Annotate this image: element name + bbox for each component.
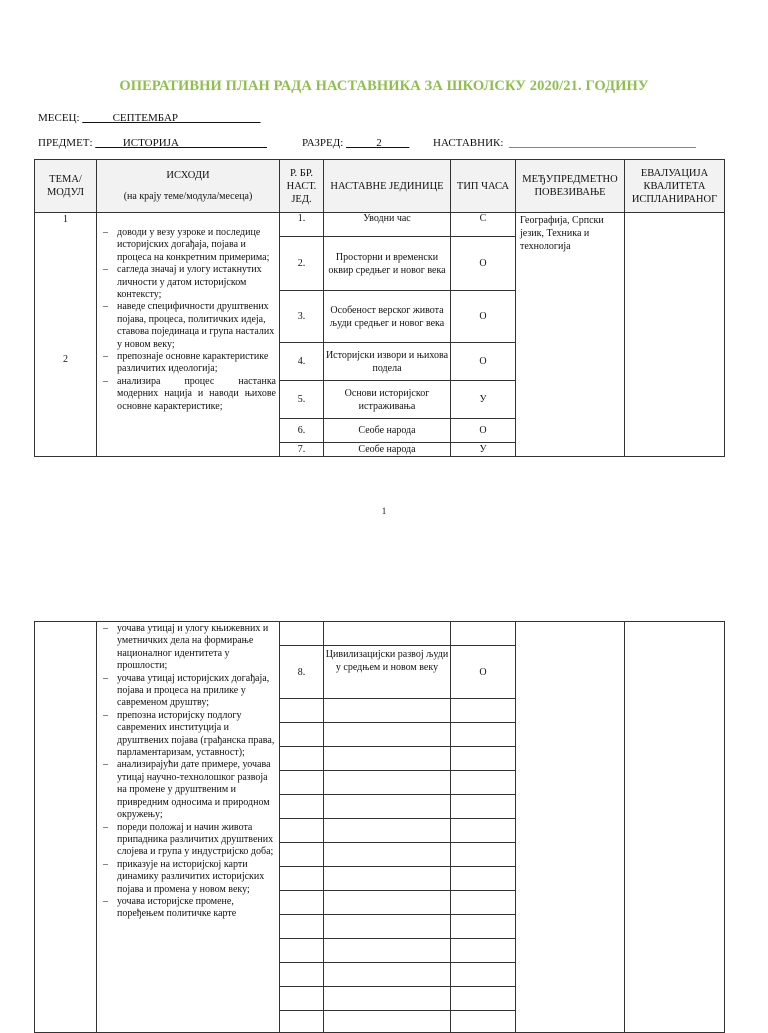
header-class-type: ТИП ЧАСА <box>451 160 516 213</box>
subject-value: _____ИСТОРИЈА________________ <box>95 137 267 149</box>
lesson-no: 3. <box>280 291 324 343</box>
lesson-no <box>280 915 324 939</box>
grade-line <box>302 137 409 149</box>
outcome-item: – препозна историјску подлогу савремених институција и друштвених појава (грађанска права, парламентаризам, уставност); <box>103 710 276 760</box>
lesson-title: Сеобе народа <box>324 443 451 457</box>
lesson-title <box>324 795 451 819</box>
lesson-no <box>280 819 324 843</box>
lesson-title: Сеобе народа <box>324 419 451 443</box>
lesson-no <box>280 747 324 771</box>
lesson-title <box>324 622 451 646</box>
outcome-item: – уочава утицај историјских догађаја, појава и процеса на прилике у савременом друштву; <box>103 673 276 710</box>
lesson-type <box>451 939 516 963</box>
outcome-item: – уочава утицај и улогу књижевних и уметничких дела на формирање националног идентитета у прошлости; <box>103 623 276 673</box>
lesson-title: Уводни час <box>324 213 451 237</box>
lesson-title: Цивилизацијски развој људи у средњем и новом веку <box>324 646 451 699</box>
month-line <box>38 112 261 124</box>
lesson-title: Историјски извори и њихова подела <box>324 343 451 381</box>
lesson-type: О <box>451 343 516 381</box>
header-outcomes: ИСХОДИ (на крају теме/модула/месеца) <box>97 160 280 213</box>
document-title: ОПЕРАТИВНИ ПЛАН РАДА НАСТАВНИКА ЗА ШКОЛСКУ 2020/21. ГОДИНУ <box>119 78 649 94</box>
outcomes-cell <box>97 213 280 457</box>
lesson-type <box>451 867 516 891</box>
lesson-type <box>451 963 516 987</box>
outcome-item: – доводи у везу узроке и последице историјских догађаја, појава и процеса на конкретним примерима; <box>103 227 276 264</box>
lesson-title: Особеност верског живота људи средњег и новог века <box>324 291 451 343</box>
plan-table-page2 <box>34 621 725 1033</box>
lesson-type <box>451 1011 516 1033</box>
outcomes-cell <box>97 622 280 1033</box>
lesson-type: У <box>451 443 516 457</box>
header-unit-no: Р. БР. НАСТ. ЈЕД. <box>280 160 324 213</box>
lesson-title <box>324 747 451 771</box>
lesson-title: Основи историјског истраживања <box>324 381 451 419</box>
lesson-type: О <box>451 291 516 343</box>
header-evaluation: ЕВАЛУАЦИЈА КВАЛИТЕТА ИСПЛАНИРАНОГ <box>625 160 725 213</box>
lesson-title <box>324 699 451 723</box>
header-correlation: МЕЂУПРЕДМЕТНО ПОВЕЗИВАЊЕ <box>516 160 625 213</box>
evaluation-cell <box>625 213 725 457</box>
grade-label: РАЗРЕД: <box>302 137 344 149</box>
lesson-title <box>324 987 451 1011</box>
lesson-title <box>324 1011 451 1033</box>
lesson-no <box>280 963 324 987</box>
lesson-type <box>451 723 516 747</box>
outcome-item: – наведе специфичности друштвених појава, процеса, политичких идеја, ставова појединаца и група насталих у новом веку; <box>103 301 276 351</box>
lesson-no <box>280 699 324 723</box>
lesson-title <box>324 915 451 939</box>
header-theme: ТЕМА/ МОДУЛ <box>35 160 97 213</box>
lesson-no <box>280 622 324 646</box>
subject-line <box>38 137 267 149</box>
lesson-title <box>324 963 451 987</box>
lesson-type <box>451 987 516 1011</box>
lesson-title <box>324 867 451 891</box>
theme-1: 1 <box>63 214 68 225</box>
theme-cell <box>35 622 97 1033</box>
lesson-type <box>451 771 516 795</box>
lesson-title <box>324 939 451 963</box>
lesson-type: С <box>451 213 516 237</box>
lesson-no: 1. <box>280 213 324 237</box>
lesson-no <box>280 795 324 819</box>
lesson-type <box>451 747 516 771</box>
lesson-type <box>451 622 516 646</box>
lesson-no: 7. <box>280 443 324 457</box>
grade-value: _____2_____ <box>346 137 410 149</box>
plan-table-page1 <box>34 159 725 457</box>
lesson-no: 5. <box>280 381 324 419</box>
header-units: НАСТАВНЕ ЈЕДИНИЦЕ <box>324 160 451 213</box>
lesson-type <box>451 891 516 915</box>
lesson-title: Просторни и временски оквир средњег и новог века <box>324 237 451 291</box>
teacher-line <box>433 137 696 149</box>
theme-2: 2 <box>63 354 68 365</box>
theme-cell <box>35 213 97 457</box>
evaluation-cell <box>625 622 725 1033</box>
lesson-type <box>451 819 516 843</box>
lesson-type <box>451 915 516 939</box>
lesson-type <box>451 699 516 723</box>
outcome-item: – уочава историјске промене, поређењем политичке карте <box>103 896 276 921</box>
lesson-title <box>324 843 451 867</box>
lesson-no: 4. <box>280 343 324 381</box>
subject-label: ПРЕДМЕТ: <box>38 137 93 149</box>
lesson-type: У <box>451 381 516 419</box>
lesson-no <box>280 891 324 915</box>
lesson-title <box>324 891 451 915</box>
lesson-type: О <box>451 419 516 443</box>
month-value: _____СЕПТЕМБАР_______________ <box>82 112 261 124</box>
lesson-no: 8. <box>280 646 324 699</box>
outcome-item: – пореди положај и начин живота припадника различитих друштвених слојева и група у индустријско доба; <box>103 822 276 859</box>
lesson-no <box>280 723 324 747</box>
lesson-no <box>280 939 324 963</box>
lesson-no <box>280 1011 324 1033</box>
lesson-no: 2. <box>280 237 324 291</box>
outcome-item: – сагледа значај и улогу истакнутих личности у датом историјском контексту; <box>103 264 276 301</box>
lesson-type <box>451 843 516 867</box>
correlation-cell: Географија, Српски језик, Техника и технологија <box>516 213 625 457</box>
lesson-type <box>451 795 516 819</box>
outcome-item: – анализира процес настанка модерних нација и наводи њихове основне карактеристике; <box>103 376 276 413</box>
lesson-type: О <box>451 646 516 699</box>
outcome-item: – анализирајући дате примере, уочава утицај научно-технолошког развоја на промене у друштвеним и привредним односима и природном окружењу; <box>103 759 276 821</box>
lesson-title <box>324 819 451 843</box>
lesson-title <box>324 771 451 795</box>
lesson-no <box>280 771 324 795</box>
lesson-title <box>324 723 451 747</box>
month-label: МЕСЕЦ: <box>38 112 80 124</box>
lesson-type: О <box>451 237 516 291</box>
teacher-label: НАСТАВНИК: <box>433 137 504 149</box>
outcome-item: – препознаје основне карактеристике различитих идеологија; <box>103 351 276 376</box>
lesson-no <box>280 867 324 891</box>
lesson-no <box>280 987 324 1011</box>
correlation-cell <box>516 622 625 1033</box>
outcome-item: – приказује на историјској карти динамику различитих историјских појава и промена у новом веку; <box>103 859 276 896</box>
lesson-no <box>280 843 324 867</box>
page-number: 1 <box>381 506 387 516</box>
teacher-value: __________________________________ <box>506 137 696 149</box>
lesson-no: 6. <box>280 419 324 443</box>
